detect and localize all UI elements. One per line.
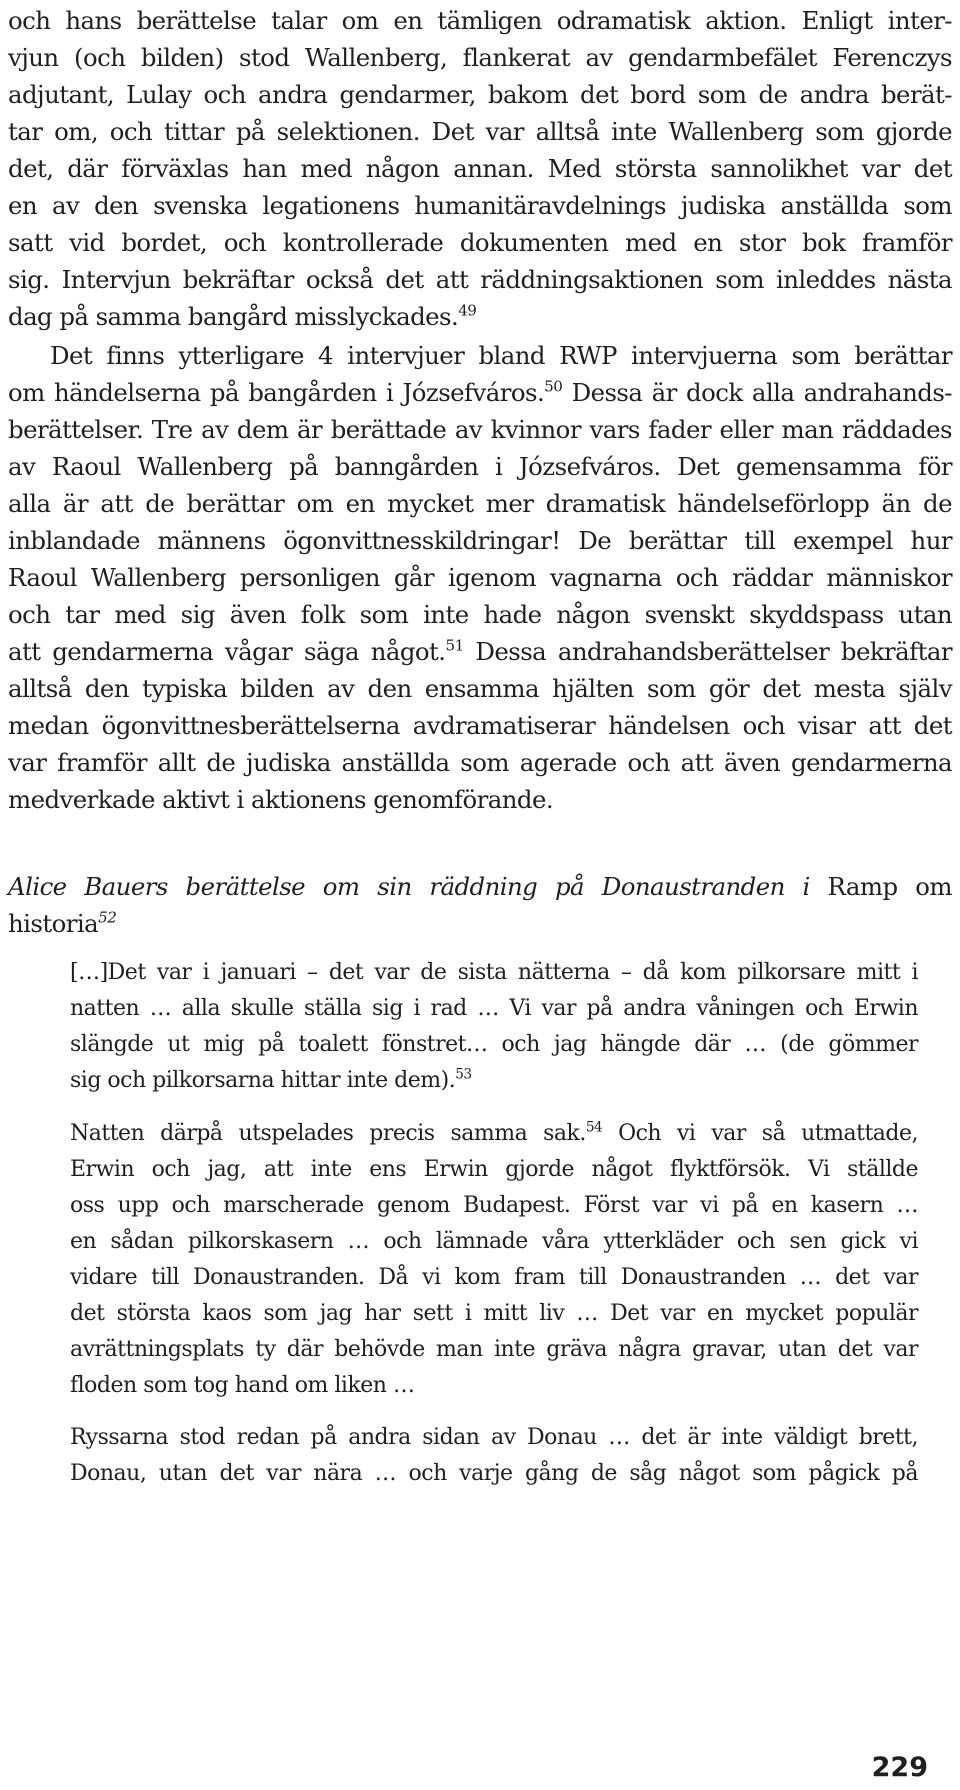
quote-line: det största kaos som jag har sett i mitt liv … Det var en mycket populär xyxy=(70,1301,918,1326)
quote-line: natten … alla skulle ställa sig i rad … Vi var på andra våningen och Erwin xyxy=(70,996,918,1021)
body-line: satt vid bordet, och kontrollerade dokumenten med en stor bok framför xyxy=(8,228,952,257)
footnote-ref: 53 xyxy=(455,1066,472,1083)
body-line: och tar med sig även folk som inte hade någon svenskt skyddspass utan xyxy=(8,600,952,629)
body-line: vjun (och bilden) stod Wallenberg, flankerat av gendarmbefälet Ferenczys xyxy=(8,43,952,72)
body-line: inblandade männens ögonvittnesskildringar! De berättar till exempel hur xyxy=(8,526,952,555)
quote-line: sig och pilkorsarna hittar inte dem).$^{53}$ xyxy=(70,1066,472,1093)
quote-line: avrättningsplats ty där behövde man inte gräva några gravar, utan det var xyxy=(70,1337,918,1362)
footnote-ref: 49 xyxy=(458,301,477,320)
quote-line: vidare till Donaustranden. Då vi kom fram till Donaustranden … det var xyxy=(70,1265,918,1290)
body-line: medverkade aktivt i aktionens genomförande. xyxy=(8,785,554,814)
body-line: adjutant, Lulay och andra gendarmer, bakom det bord som de andra berät- xyxy=(8,80,952,109)
footnote-ref: 54 xyxy=(585,1119,603,1136)
body-line-indented: Det finns ytterligare 4 intervjuer bland RWP intervjuerna som berättar xyxy=(50,341,952,370)
page-number: 229 xyxy=(871,1752,928,1783)
quote-line: en sådan pilkorskasern … och lämnade våra ytterkläder och sen gick vi xyxy=(70,1229,918,1254)
section-heading: historia$^{52}$ xyxy=(8,908,117,938)
body-line: en av den svenska legationens humanitäravdelnings judiska anställda som xyxy=(8,191,952,220)
quote-line: Erwin och jag, att inte ens Erwin gjorde något flyktförsök. Vi ställde xyxy=(70,1157,918,1182)
quote-line: […]Det var i januari – det var de sista nätterna – då kom pilkorsare mitt i xyxy=(70,960,918,985)
quote-line: Natten därpå utspelades precis samma sak.$^{54}$ Och vi var så utmattade, xyxy=(70,1119,918,1146)
body-line: att gendarmerna vågar säga något.$^{51}$ Dessa andrahandsberättelser bekräftar xyxy=(8,636,952,666)
section-heading: Alice Bauers berättelse om sin räddning på Donaustranden i Ramp om xyxy=(8,872,952,901)
body-line: Raoul Wallenberg personligen går igenom vagnarna och räddar människor xyxy=(8,563,952,592)
body-line: berättelser. Tre av dem är berättade av kvinnor vars fader eller man räddades xyxy=(8,415,952,444)
quote-line: oss upp och marscherade genom Budapest. Först var vi på en kasern … xyxy=(70,1193,918,1218)
body-line: om händelserna på bangården i Józsefváros.$^{50}$ Dessa är dock alla andrahands- xyxy=(8,377,952,407)
body-line: alltså den typiska bilden av den ensamma hjälten som gör det mesta själv xyxy=(8,674,952,703)
body-line: var framför allt de judiska anställda som agerade och att även gendarmerna xyxy=(8,748,952,777)
body-line: dag på samma bangård misslyckades.$^{49}$ xyxy=(8,301,477,331)
quote-line: slängde ut mig på toalett fönstret… och jag hängde där … (de gömmer xyxy=(70,1032,918,1057)
quote-line: Ryssarna stod redan på andra sidan av Donau … det är inte väldigt brett, xyxy=(70,1425,918,1450)
quote-line: floden som tog hand om liken … xyxy=(70,1373,415,1398)
footnote-ref: 52 xyxy=(98,908,117,927)
body-line: av Raoul Wallenberg på banngården i Józsefváros. Det gemensamma för xyxy=(8,452,952,481)
body-line: det, där förväxlas han med någon annan. Med största sannolikhet var det xyxy=(8,154,952,183)
body-line: sig. Intervjun bekräftar också det att räddningsaktionen som inleddes nästa xyxy=(8,265,952,294)
body-line: och hans berättelse talar om en tämligen odramatisk aktion. Enligt inter- xyxy=(8,6,952,35)
body-line: tar om, och tittar på selektionen. Det var alltså inte Wallenberg som gjorde xyxy=(8,117,952,146)
quote-line: Donau, utan det var nära … och varje gång de såg något som pågick på xyxy=(70,1461,918,1486)
footnote-ref: 51 xyxy=(445,636,464,655)
body-line: medan ögonvittnesberättelserna avdramatiserar händelsen och visar att det xyxy=(8,711,952,740)
body-line: alla är att de berättar om en mycket mer dramatisk händelseförlopp än de xyxy=(8,489,952,518)
footnote-ref: 50 xyxy=(544,377,563,396)
